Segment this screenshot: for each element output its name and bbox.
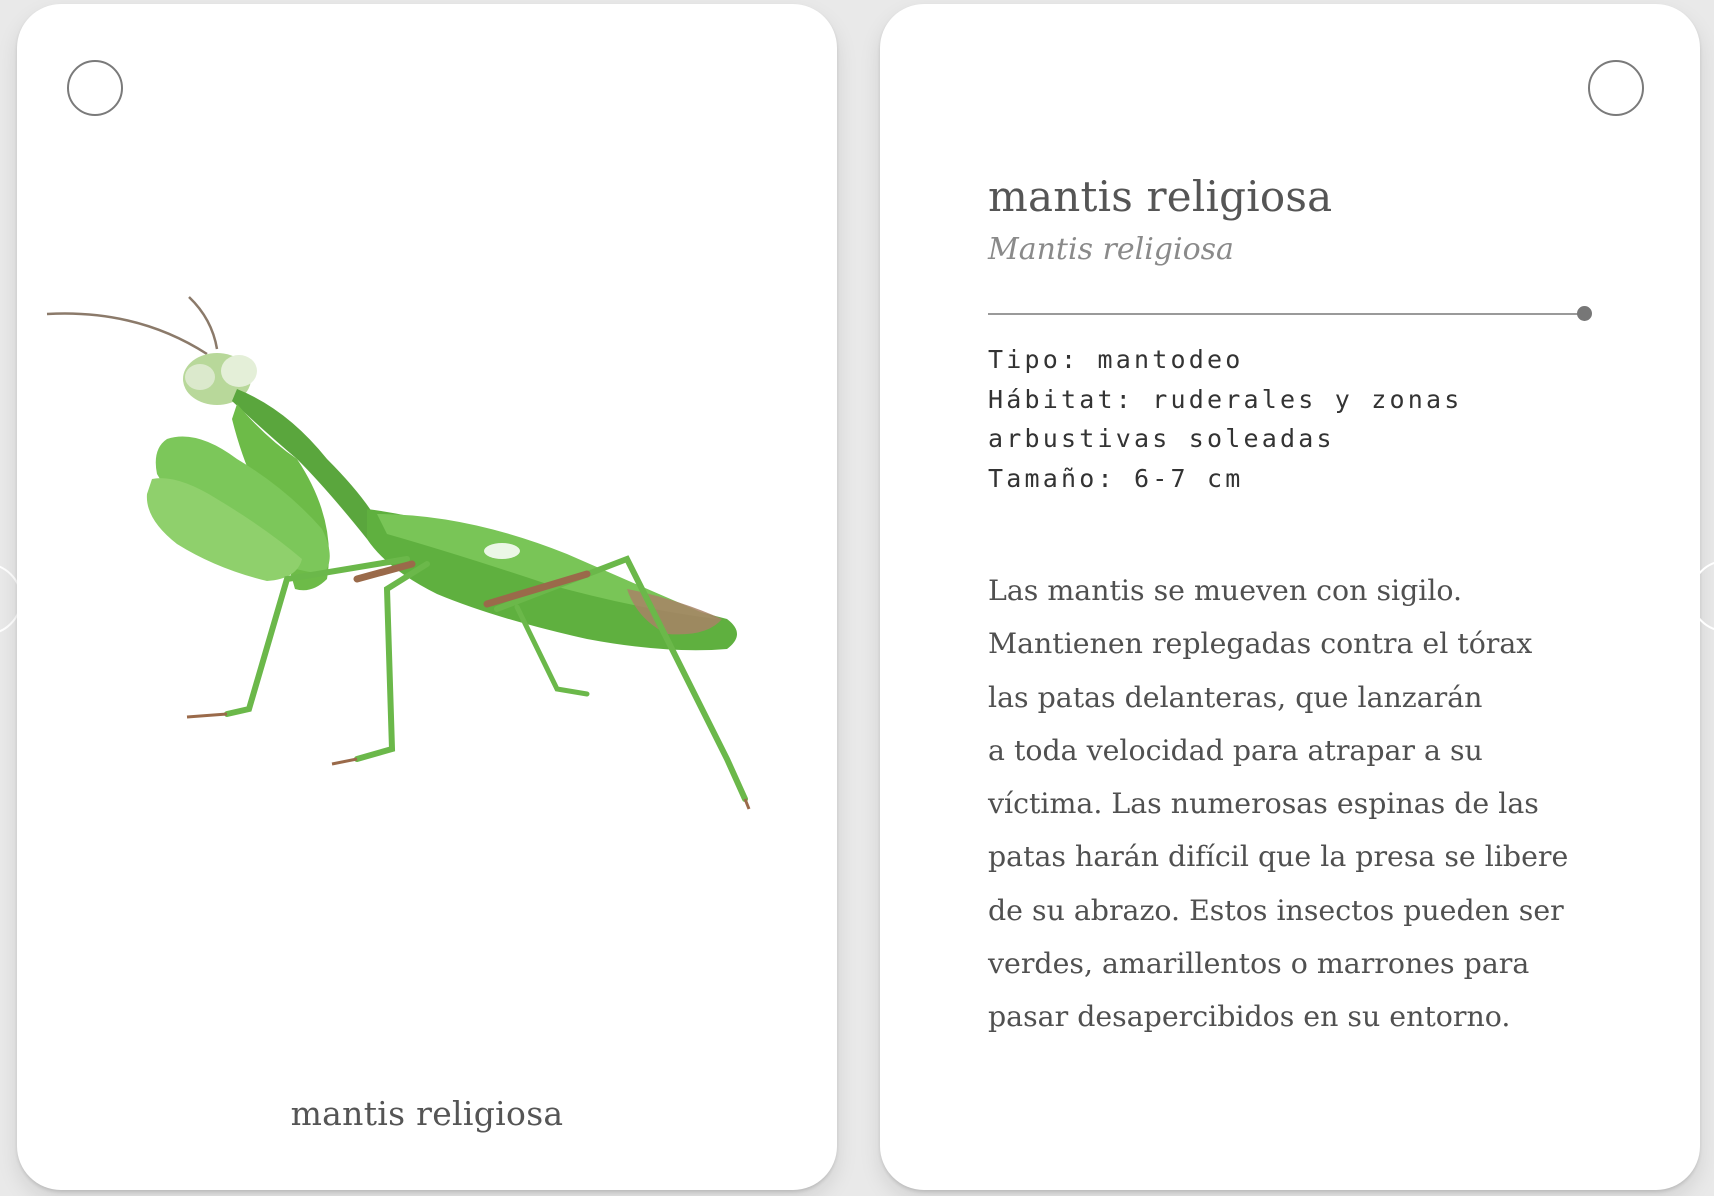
fact-habitat-continued: arbustivas soleadas bbox=[988, 424, 1335, 453]
card-back bbox=[880, 4, 1700, 1190]
mantis-antenna-left bbox=[47, 314, 207, 355]
scientific-name: Mantis religiosa bbox=[988, 232, 1234, 267]
mantis-eye bbox=[221, 355, 257, 387]
description-line: Las mantis se mueven con sigilo. bbox=[988, 574, 1463, 607]
description-line: de su abrazo. Estos insectos pueden ser bbox=[988, 893, 1564, 927]
description-line: patas harán difícil que la presa se libere bbox=[988, 840, 1569, 874]
description-line: pasar desapercibidos en su entorno. bbox=[988, 1000, 1511, 1034]
mantis-foot-1 bbox=[187, 714, 227, 717]
mantis-eye-left bbox=[185, 364, 215, 390]
mantis-foot-3 bbox=[745, 799, 749, 809]
card-front bbox=[17, 4, 837, 1190]
description-line: a toda velocidad para atrapar a su bbox=[988, 733, 1483, 767]
punch-hole bbox=[1588, 60, 1644, 116]
fact-type: Tipo: mantodeo bbox=[988, 345, 1244, 374]
card-front-name: mantis religiosa bbox=[290, 1094, 564, 1133]
facts-list bbox=[988, 340, 1588, 498]
punch-hole bbox=[67, 60, 123, 116]
divider-line bbox=[988, 313, 1582, 315]
fact-habitat: Hábitat: ruderales y zonas bbox=[988, 384, 1463, 414]
mantis-midleg-back bbox=[357, 564, 427, 759]
description-line: víctima. Las numerosas espinas de las bbox=[988, 787, 1539, 821]
fact-size: Tamaño: 6-7 cm bbox=[988, 463, 1244, 493]
description-line: verdes, amarillentos o marrones para bbox=[988, 947, 1530, 981]
praying-mantis-illustration bbox=[27, 289, 827, 889]
description-text bbox=[988, 564, 1608, 1044]
description-line: Mantienen replegadas contra el tórax bbox=[988, 627, 1533, 661]
divider-dot bbox=[1577, 306, 1592, 321]
mantis-body-group bbox=[47, 297, 749, 809]
mantis-wing-spot bbox=[484, 543, 520, 559]
mantis-foot-2 bbox=[332, 759, 357, 764]
description-line: las patas delanteras, que lanzarán bbox=[988, 680, 1483, 714]
species-title: mantis religiosa bbox=[988, 172, 1333, 221]
mantis-antenna-right bbox=[189, 297, 217, 349]
